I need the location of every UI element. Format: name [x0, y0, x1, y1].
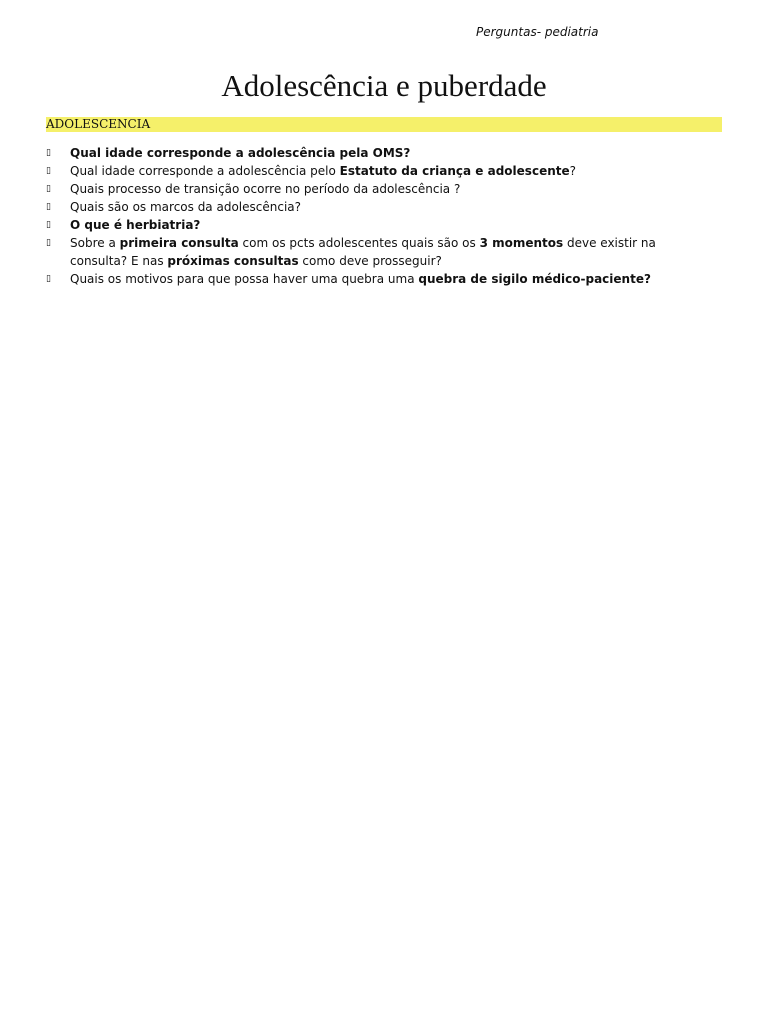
question-text-segment: Quais são os marcos da adolescência?: [70, 200, 301, 214]
question-text: [70, 270, 706, 288]
bullet-icon: ▯: [46, 238, 51, 248]
question-text-segment: Qual idade corresponde a adolescência pela OMS?: [70, 146, 411, 160]
question-item: [46, 234, 706, 270]
bullet-icon: ▯: [46, 184, 51, 194]
page-title: Adolescência e puberdade: [221, 68, 547, 103]
bullet-icon: ▯: [46, 166, 51, 176]
section-heading: ADOLESCENCIA: [46, 117, 151, 131]
question-text-segment: primeira consulta: [119, 236, 239, 250]
question-item: [46, 216, 706, 234]
question-text: [70, 144, 706, 162]
question-item: [46, 270, 706, 288]
question-text: [70, 198, 706, 216]
question-text: [70, 180, 706, 198]
section-highlight-band: [46, 117, 722, 132]
bullet-icon: ▯: [46, 148, 51, 158]
question-text: [70, 216, 706, 234]
question-text-segment: próximas consultas: [167, 254, 299, 268]
header-note: Perguntas- pediatria: [476, 25, 599, 39]
bullet-icon: ▯: [46, 202, 51, 212]
bullet-icon: ▯: [46, 274, 51, 284]
question-text-segment: Estatuto da criança e adolescente: [339, 164, 570, 178]
question-item: [46, 180, 706, 198]
question-text-segment: com os pcts adolescentes quais são os: [238, 236, 480, 250]
question-text-segment: quebra de sigilo médico-paciente?: [418, 272, 651, 286]
question-text-segment: O que é herbiatria?: [70, 218, 201, 232]
question-text-segment: 3 momentos: [479, 236, 564, 250]
question-text-segment: Quais os motivos para que possa haver uma quebra uma: [70, 272, 419, 286]
question-text-segment: deve existir na consulta? E nas: [70, 236, 656, 268]
question-text: [70, 162, 706, 180]
question-list: [46, 144, 706, 288]
question-text-segment: Sobre a: [70, 236, 120, 250]
question-text-segment: Quais processo de transição ocorre no período da adolescência ?: [70, 182, 461, 196]
question-text: [70, 234, 706, 270]
question-item: [46, 162, 706, 180]
question-text-segment: como deve prosseguir?: [298, 254, 442, 268]
question-item: [46, 144, 706, 162]
question-text-segment: Qual idade corresponde a adolescência pelo: [70, 164, 340, 178]
question-text-segment: ?: [569, 164, 576, 178]
bullet-icon: ▯: [46, 220, 51, 230]
question-item: [46, 198, 706, 216]
